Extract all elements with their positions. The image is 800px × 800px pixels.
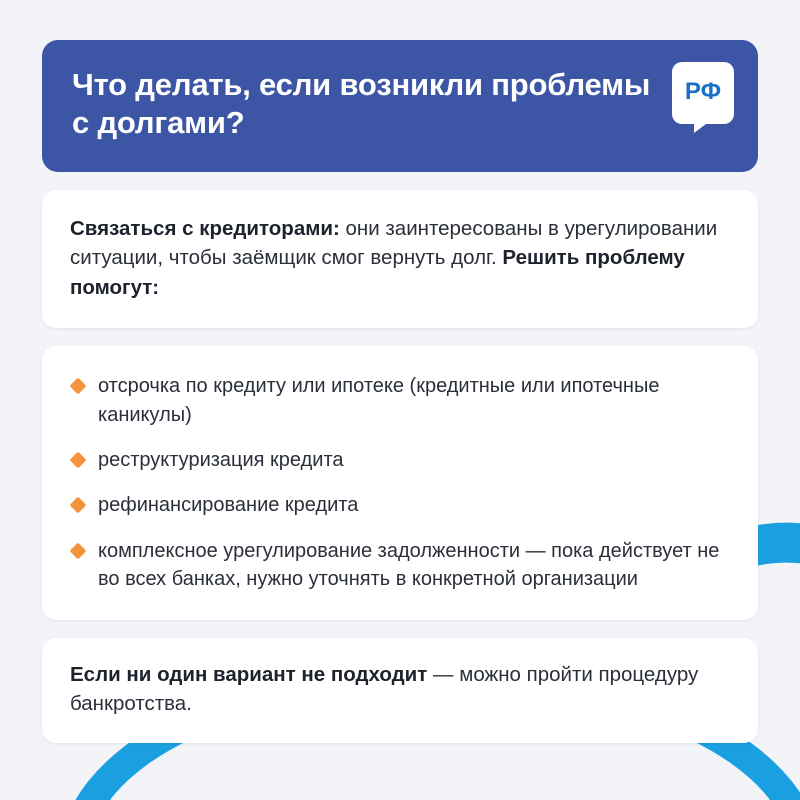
logo-label: РФ: [684, 77, 722, 105]
list-item: [68, 372, 730, 429]
page-title: Что делать, если возникли проблемы с долгами?: [72, 67, 651, 140]
header-card: [42, 40, 758, 172]
footer-card: [42, 638, 758, 743]
list-item-label: отсрочка по кредиту или ипотеке (кредитные или ипотечные каникулы): [98, 375, 660, 426]
list-item-label: комплексное урегулирование задолженности — пока действует не во всех банках, нужно уточнять в конкретной организации: [98, 539, 720, 591]
footer-body: — можно пройти процедуру банкротства.: [70, 662, 699, 716]
intro-lead: Связаться с кредиторами:: [70, 216, 340, 240]
diamond-bullet-icon: [70, 542, 87, 559]
list-item-label: реструктуризация кредита: [98, 448, 344, 471]
list-item-label: рефинансирование кредита: [98, 494, 359, 517]
speech-bubble-tail-icon: [694, 121, 710, 133]
options-card: [42, 346, 758, 619]
intro-body: они заинтересованы в урегулировании ситуации, чтобы заёмщик смог вернуть долг.: [70, 216, 718, 270]
intro-card: [42, 190, 758, 329]
diamond-bullet-icon: [70, 378, 87, 395]
intro-paragraph: [70, 214, 730, 303]
list-item: [68, 446, 730, 474]
footer-paragraph: [70, 660, 730, 719]
footer-lead: Если ни один вариант не подходит: [70, 662, 428, 686]
list-item: [68, 537, 730, 594]
diamond-bullet-icon: [70, 451, 87, 468]
intro-trail: Решить проблему помогут:: [70, 246, 685, 299]
speech-bubble-badge-icon: [672, 62, 734, 124]
diamond-bullet-icon: [70, 497, 87, 514]
list-item: [68, 491, 730, 519]
